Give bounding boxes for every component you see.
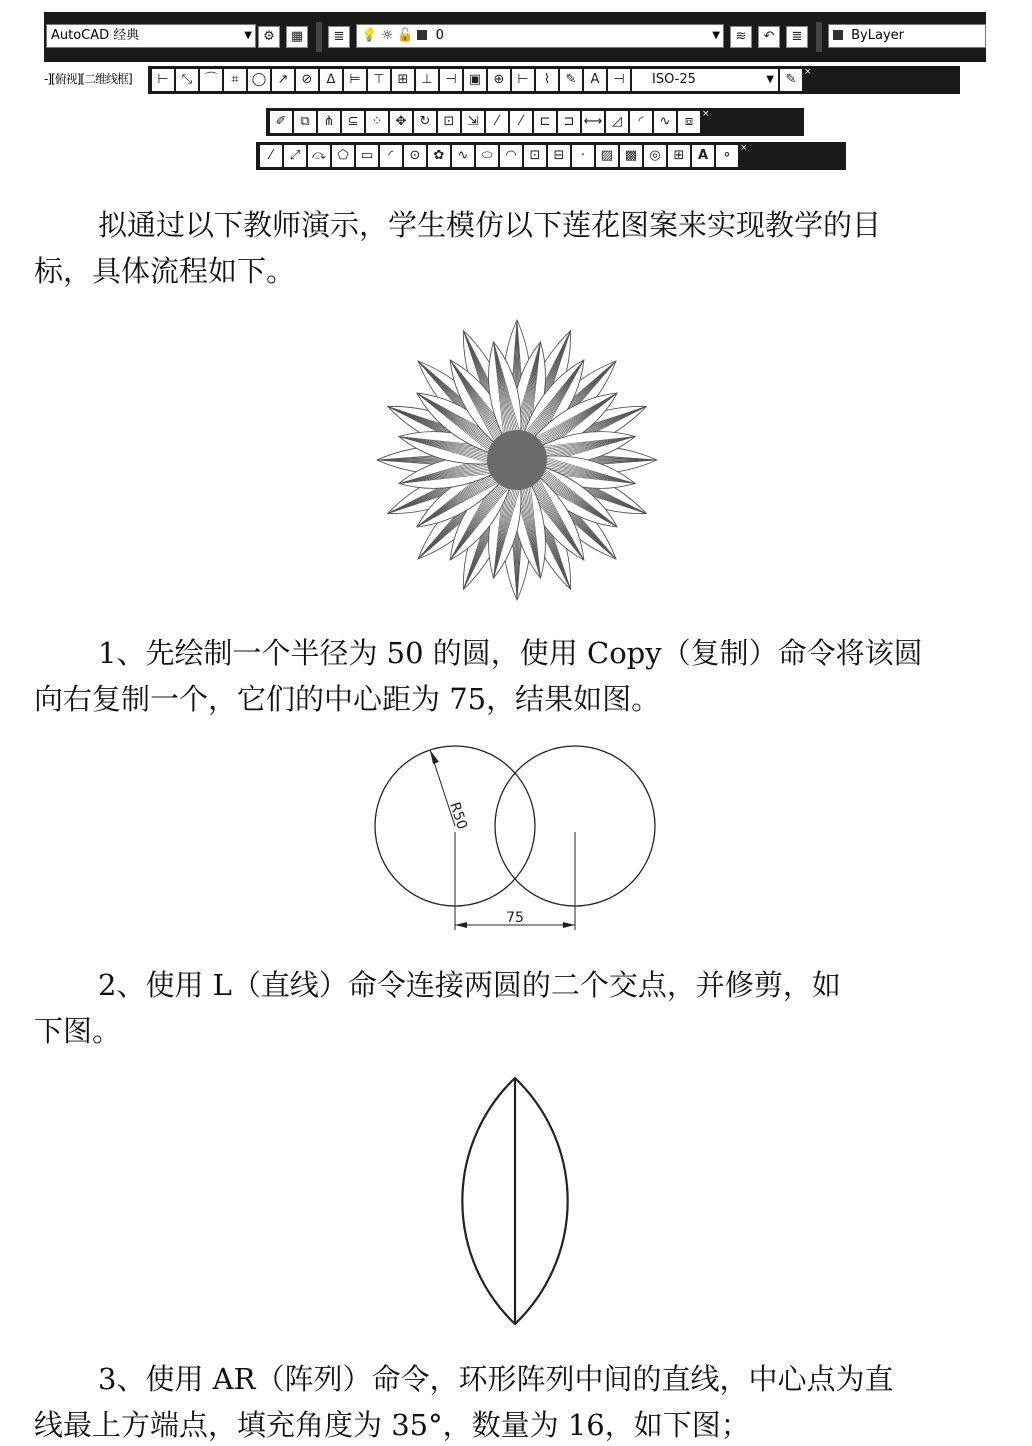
revision-cloud-icon[interactable]: ✿ [428,145,450,167]
aligned-dimension-icon[interactable]: ⤡ [176,69,198,91]
gradient-icon[interactable]: ▩ [620,145,642,167]
make-block-icon[interactable]: ⊟ [548,145,570,167]
scale-icon[interactable]: ⊡ [438,111,460,133]
quick-dimension-icon[interactable]: ⊨ [344,69,366,91]
text-line: 3、使用 AR（阵列）命令，环形阵列中间的直线，中心点为直 [98,1362,894,1396]
explode-icon[interactable]: ⧈ [678,111,700,133]
polygon-icon[interactable]: ⬠ [332,145,354,167]
toolbar-grip[interactable] [816,22,822,52]
continue-icon[interactable]: ⊞ [392,69,414,91]
angular-icon[interactable]: ∆ [320,69,342,91]
circle-icon[interactable]: ⊙ [404,145,426,167]
center-mark-icon[interactable]: ⊕ [488,69,510,91]
toolbar-grip[interactable] [316,22,322,52]
text-line: 1、先绘制一个半径为 50 的圆，使用 Copy（复制）命令将该圆 [98,636,923,670]
dimension-text-edit-icon[interactable]: A [584,69,606,91]
hatch-icon[interactable]: ▨ [596,145,618,167]
ordinate-icon[interactable]: ⌗ [224,69,246,91]
autocad-toolbar-screenshot [44,8,986,172]
dimension-toolbar [148,66,960,94]
linear-dimension-icon[interactable]: ⊢ [152,69,174,91]
break-icon[interactable]: ⊐ [558,111,580,133]
extend-icon[interactable]: ⁄ [510,111,532,133]
copy-icon[interactable]: ⧉ [294,111,316,133]
line-icon[interactable]: ⁄ [260,145,282,167]
rotate-icon[interactable]: ↻ [414,111,436,133]
dimension-arrow-left [455,922,467,928]
move-icon[interactable]: ✥ [390,111,412,133]
layer-select[interactable] [356,24,724,48]
step-1-paragraph [34,630,1000,722]
color-value: ByLayer [851,28,904,43]
dimension-edit-icon[interactable]: ✎ [560,69,582,91]
ellipse-arc-icon[interactable]: ◠ [500,145,522,167]
workspace-value: AutoCAD 经典 [51,28,140,43]
chevron-down-icon: ▼ [766,74,774,85]
workspace-settings-icon[interactable]: ▦ [286,26,308,48]
dimension-style-icon[interactable]: ✎ [780,69,802,91]
multiline-text-icon[interactable]: A [692,145,714,167]
lock-icon: 🔓 [397,28,414,43]
text-line: 标，具体流程如下。 [34,254,296,288]
erase-icon[interactable]: ✐ [270,111,292,133]
inspection-icon[interactable]: ⊢ [512,69,534,91]
rectangle-icon[interactable]: ▭ [356,145,378,167]
dimension-space-icon[interactable]: ⊥ [416,69,438,91]
spline-icon[interactable]: ∿ [452,145,474,167]
jogged-icon[interactable]: ↗ [272,69,294,91]
draw-toolbar [256,142,846,170]
arc-length-icon[interactable]: ⌒ [200,69,222,91]
point-icon[interactable]: · [572,145,594,167]
chevron-down-icon: ▼ [712,30,720,41]
workspace-select[interactable] [46,24,256,48]
step-3-paragraph [34,1356,1000,1446]
close-icon[interactable]: × [804,67,812,77]
text-line: 向右复制一个，它们的中心距为 75，结果如图。 [34,682,661,716]
trim-icon[interactable]: ⁄ [486,111,508,133]
gear-icon[interactable]: ⚙ [258,26,280,48]
dimension-break-icon[interactable]: ⊣ [440,69,462,91]
break-at-point-icon[interactable]: ⊏ [534,111,556,133]
step-2-paragraph [34,962,1000,1054]
table-icon[interactable]: ⊞ [668,145,690,167]
sun-icon: ☼ [381,28,393,43]
make-current-layer-icon[interactable]: ≋ [730,26,752,48]
dimension-style-select[interactable] [632,69,778,91]
color-swatch [833,30,843,40]
chevron-down-icon: ▼ [244,30,252,41]
insert-block-icon[interactable]: ⊡ [524,145,546,167]
baseline-icon[interactable]: ⊤ [368,69,390,91]
dimension-update-icon[interactable]: ⊣ [608,69,630,91]
two-circles-figure [370,742,662,934]
close-icon[interactable]: × [702,109,710,119]
chamfer-icon[interactable]: ◿ [606,111,628,133]
region-icon[interactable]: ◎ [644,145,666,167]
radius-icon[interactable]: ◯ [248,69,270,91]
distance-label: 75 [506,910,524,926]
radius-arrowhead [430,750,439,764]
jogged-linear-icon[interactable]: ⌇ [536,69,558,91]
text-line: 下图。 [34,1014,122,1048]
layer-color-swatch [417,30,427,40]
radius-label: R50 [446,800,470,832]
lotus-figure [374,318,660,602]
construction-line-icon[interactable]: ⤢ [284,145,306,167]
fillet-icon[interactable]: ◜ [630,111,652,133]
stretch-icon[interactable]: ⇲ [462,111,484,133]
dimension-arrow-right [563,922,575,928]
ellipse-icon[interactable]: ⬭ [476,145,498,167]
text-line: 拟通过以下教师演示，学生模仿以下莲花图案来实现教学的目 [98,208,882,242]
viewport-label: -][俯视][二维线框] [44,72,132,86]
layer-value: 0 [435,28,444,43]
modify-toolbar [266,108,804,136]
standard-toolbar-row [44,12,986,62]
layer-previous-icon[interactable]: ↶ [758,26,780,48]
add-selected-icon[interactable]: ⚬ [716,145,738,167]
diameter-icon[interactable]: ⊘ [296,69,318,91]
mirror-icon[interactable]: ⋔ [318,111,340,133]
join-icon[interactable]: ⟷ [582,111,604,133]
tolerance-icon[interactable]: ▣ [464,69,486,91]
text-line: 2、使用 L（直线）命令连接两圆的二个交点，并修剪，如 [98,968,841,1002]
array-icon[interactable]: ⁘ [366,111,388,133]
blend-curves-icon[interactable]: ∿ [654,111,676,133]
polyline-icon[interactable]: ⤼ [308,145,330,167]
offset-icon[interactable]: ⊆ [342,111,364,133]
close-icon[interactable]: × [740,143,748,153]
lotus-center [487,430,547,490]
dimension-style-value: ISO-25 [652,72,696,87]
lens-figure [460,1074,570,1328]
color-select[interactable] [828,24,986,48]
layer-states-icon[interactable]: ≣ [786,26,808,48]
intro-paragraph [34,202,1000,294]
text-line: 线最上方端点，填充角度为 35°，数量为 16，如下图； [34,1408,750,1442]
arc-icon[interactable]: ◜ [380,145,402,167]
lightbulb-icon: 💡 [361,28,378,43]
layer-manager-icon[interactable]: ≣ [328,26,350,48]
